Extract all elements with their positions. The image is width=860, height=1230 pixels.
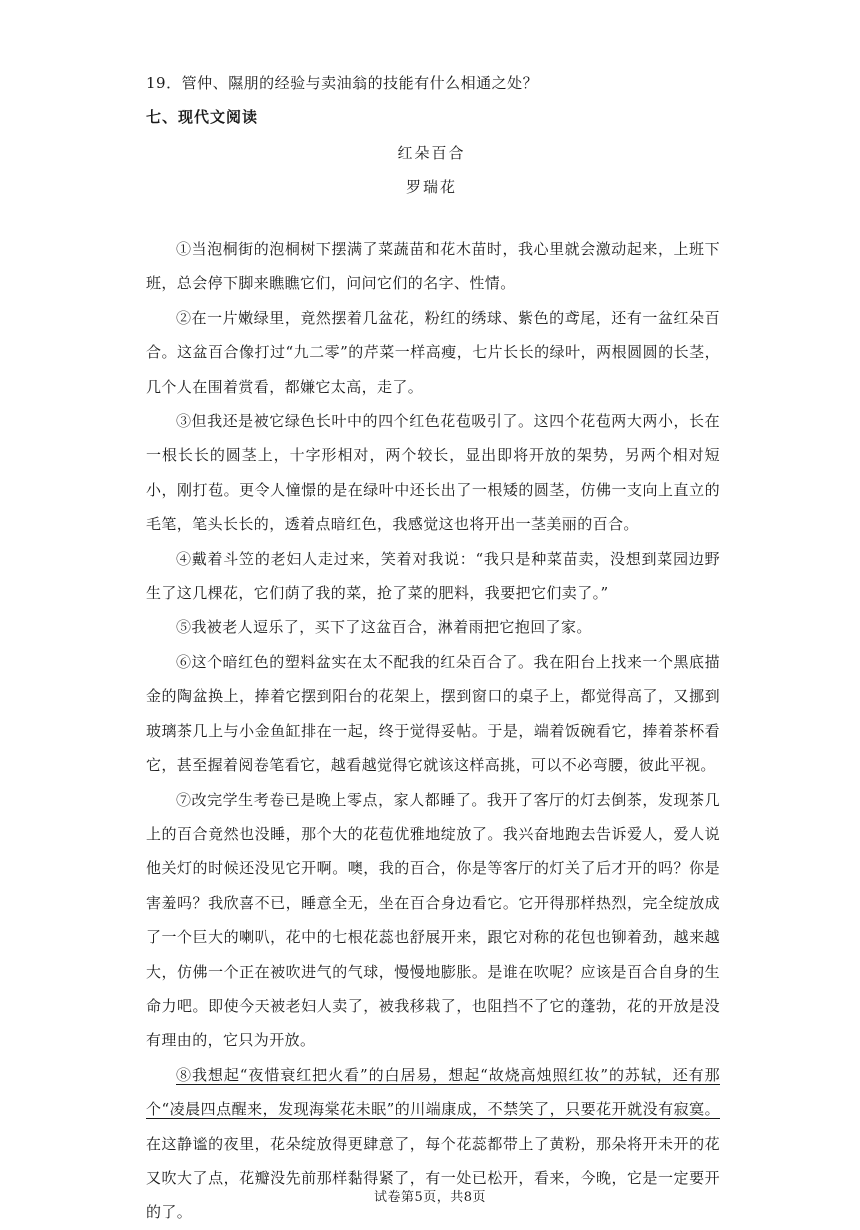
article-author: 罗瑞花 [405,178,457,196]
article-body [146,232,720,1230]
paragraph-5: ⑤我被老人逗乐了，买下了这盆百合，淋着雨把它抱回了家。 [176,618,592,637]
paragraph-8-rest: 在这静谧的夜里，花朵绽放得更肆意了，每个花蕊都带上了黄粉，那朵将开未开的花又吹大了点，花瓣没先前那样黏得紧了，有一处已松开，看来，今晚，它是一定要开的了。 [146,1134,720,1222]
paragraph-3: ③但我还是被它绿色长叶中的四个红色花苞吸引了。这四个花苞两大两小，长在一根长长的圆茎上，十字形相对，两个较长，显出即将开放的架势，另两个相对短小，刚打苞。更令人憧憬的是在绿叶中还长出了一根矮的圆茎，仿佛一支向上直立的毛笔，笔头长长的，透着点暗红色，我感觉这也将开出一茎美丽的百合。 [146,412,720,534]
paragraph-7: ⑦改完学生考卷已是晚上零点，家人都睡了。我开了客厅的灯去倒茶，发现茶几上的百合竟然也没睡，那个大的花苞优雅地绽放了。我兴奋地跑去告诉爱人，爱人说他关灯的时候还没见它开啊。噢，我的百合，你是等客厅的灯关了后才开的吗？你是害羞吗？我欣喜不已，睡意全无，坐在百合身边看它。它开得那样热烈，完全绽放成了一个巨大的喇叭，花中的七根花蕊也舒展开来，跟它对称的花包也铆着劲，越来越大，仿佛一个正在被吹进气的气球，慢慢地膨胀。是谁在吹呢？应该是百合自身的生命力吧。即使今天被老妇人卖了，被我移栽了，也阻挡不了它的蓬勃，花的开放是没有理由的，它只为开放。 [146,790,720,1050]
underlined-sentence: ⑧我想起“夜惜衰红把火看”的白居易，想起“故烧高烛照红妆”的苏轼，还有那个“凌晨四点醒来，发现海棠花未眠”的川端康成，不禁笑了，只要花开就没有寂寞。 [146,1065,720,1119]
paragraph-6: ⑥这个暗红色的塑料盆实在太不配我的红朵百合了。我在阳台上找来一个黑底描金的陶盆换上，捧着它摆到阳台的花架上，摆到窗口的桌子上，都觉得高了，又挪到玻璃茶几上与小金鱼缸排在一起，终于觉得妥帖。于是，端着饭碗看它，捧着茶杯看它，甚至握着阅卷笔看它，越看越觉得它就该这样高挑，可以不必弯腰，彼此平视。 [146,652,720,775]
question-19: 19．管仲、隰朋的经验与卖油翁的技能有什么相通之处？ [146,74,539,92]
page-footer: 试卷第5页，共8页 [373,1190,487,1205]
paragraph-1: ①当泡桐街的泡桐树下摆满了菜蔬苗和花木苗时，我心里就会激动起来，上班下班，总会停下脚来瞧瞧它们，问问它们的名字、性情。 [146,240,720,293]
paragraph-2: ②在一片嫩绿里，竟然摆着几盆花，粉红的绣球、紫色的鸢尾，还有一盆红朵百合。这盆百合像打过“九二零”的芹菜一样高瘦，七片长长的绿叶，两根圆圆的长茎，几个人在围着赏看，都嫌它太高，走了。 [146,308,720,396]
paragraph-4: ④戴着斗笠的老妇人走过来，笑着对我说：“我只是种菜苗卖，没想到菜园边野生了这几棵花，它们荫了我的菜，抢了菜的肥料，我要把它们卖了。” [146,549,720,603]
section-heading: 七、现代文阅读 [146,108,259,126]
article-title: 红朵百合 [397,144,466,162]
